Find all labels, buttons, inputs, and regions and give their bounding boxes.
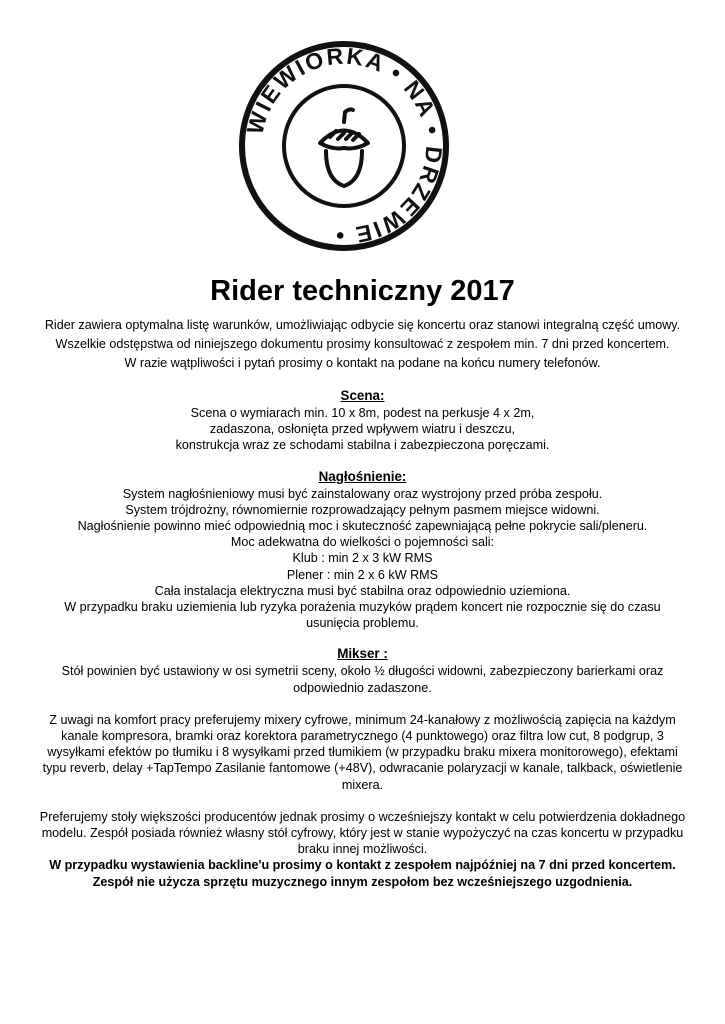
intro (36, 316, 689, 373)
intro-line: Wszelkie odstępstwa od niniejszego dokumentu prosimy konsultować z zespołem min. 7 dni przed koncertem. (55, 337, 670, 351)
mikser-paragraph: Preferujemy stoły większości producentów jednak prosimy o wcześniejszy kontakt w celu potwierdzenia dokładnego modelu. Zespół posiada również własny stół cyfrowy, który jest w stanie wypożyczyć na czas koncertu w przypadku braku innej możliwości. (39, 809, 686, 857)
mikser-paragraph: Z uwagi na komfort pracy preferujemy mixery cyfrowe, minimum 24-kanałowy z możliwością zapięcia na każdym kanale kompresora, bramki oraz korektora parametrycznego (4 punktowego) oraz filtra low cut, 8 podgrup, 3 wysyłkami efektów po tłumiku i 8 wysyłkami przed tłumikiem (w przypadku braku mixera monitorowego), efektami typu reverb, delay +TapTempo Zasilanie fantomowe (+48V), odwracanie polaryzacji w kanale, talkback, oświetlenie mixera. (42, 712, 683, 792)
naglosnienie-line: Moc adekwatna do wielkości o pojemności sali: (230, 535, 495, 550)
scena-line: Scena o wymiarach min. 10 x 8m, podest na perkusje 4 x 2m, (190, 406, 535, 420)
naglosnienie-line: System trójdrożny, równomiernie rozprowadzający pełnym pasmem miejsce widowni. (125, 502, 600, 517)
section-title-scena: Scena: (340, 388, 385, 403)
spacer (36, 793, 689, 809)
naglosnienie-line: Klub : min 2 x 3 kW RMS (292, 551, 433, 566)
equipment-notice: Zespół nie użycza sprzętu muzycznego innym zespołom bez wcześniejszego uzgodnienia. (92, 874, 633, 889)
band-logo (238, 40, 450, 252)
mikser-paragraph: Stół powinien być ustawiony w osi symetrii sceny, około ½ długości widowni, zabezpieczony barierkami oraz odpowiednio zadaszone. (61, 664, 664, 695)
naglosnienie-line: Nagłośnienie powinno mieć odpowiednią moc i skuteczność zapewniającą pełne pokrycie sali/pleneru. (77, 519, 648, 534)
naglosnienie-line: W przypadku braku uziemienia lub ryzyka porażenia muzyków prądem koncert nie rozpocznie się do czasu usunięcia problemu. (64, 600, 661, 631)
logo-seal (238, 40, 450, 252)
rider-content (36, 274, 689, 890)
naglosnienie-line: Plener : min 2 x 6 kW RMS (286, 567, 439, 582)
logo-ring-text: WIEWIÓRKA • NA • DRZEWIE • (241, 42, 448, 250)
naglosnienie-line: Cała instalacja elektryczna musi być stabilna oraz odpowiednio uziemiona. (154, 583, 571, 598)
spacer (36, 696, 689, 712)
scena-line: konstrukcja wraz ze schodami stabilna i zabezpieczona poręczami. (175, 438, 550, 453)
page-title: Rider techniczny 2017 (210, 275, 515, 307)
naglosnienie-line: System nagłośnieniowy musi być zainstalowany oraz wystrojony przed próba zespołu. (122, 486, 603, 501)
scena-line: zadaszona, osłonięta przed wpływem wiatru i deszczu, (209, 422, 516, 437)
acorn-icon (320, 109, 368, 186)
backline-notice: W przypadku wystawienia backline'u prosimy o kontakt z zespołem najpóźniej na 7 dni przed koncertem. (49, 858, 676, 873)
intro-line: W razie wątpliwości i pytań prosimy o kontakt na podane na końcu numery telefonów. (124, 356, 601, 370)
section-title-mikser: Mikser : (337, 646, 388, 662)
intro-line: Rider zawiera optymalna listę warunków, umożliwiając odbycie się koncertu oraz stanowi integralną część umowy. (44, 318, 681, 332)
section-title-naglosnienie: Nagłośnienie: (318, 468, 407, 484)
